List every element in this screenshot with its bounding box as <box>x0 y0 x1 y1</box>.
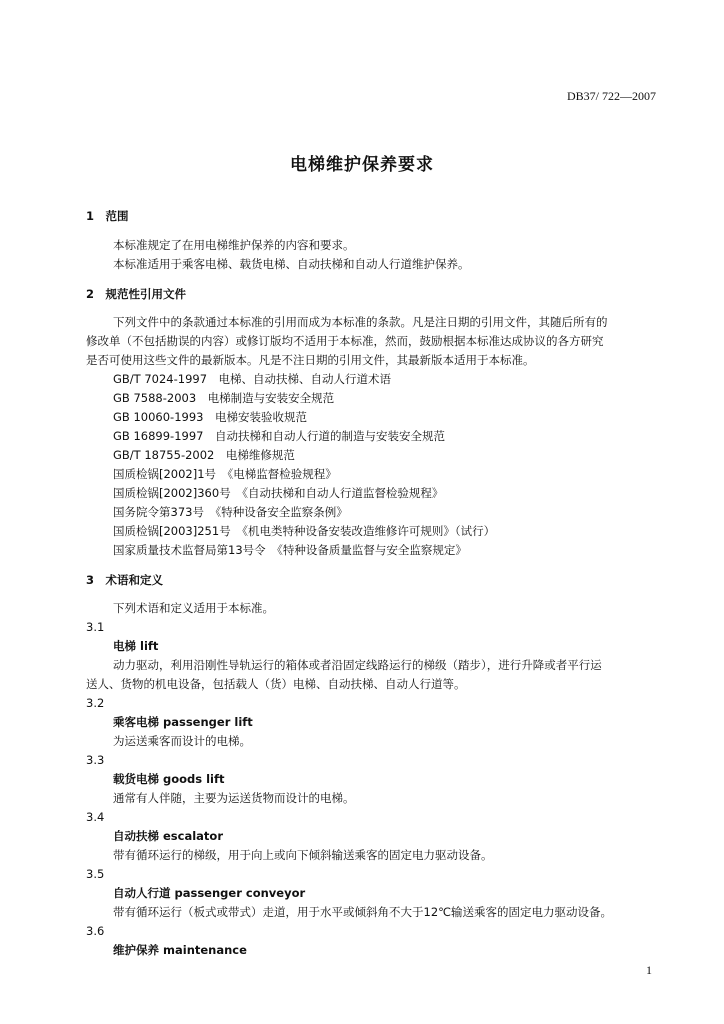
paragraph: 下列术语和定义适用于本标准。 <box>113 601 274 615</box>
paragraph: 是否可使用这些文件的最新版本。凡是不注日期的引用文件，其最新版本适用于本标准。 <box>86 353 535 367</box>
reference-item: GB 16899-1997 自动扶梯和自动人行道的制造与安装安全规范 <box>113 429 445 443</box>
term-definition: 送人、货物的机电设备，包括载人（货）电梯、自动扶梯、自动人行道等。 <box>86 677 466 691</box>
reference-item: 国务院令第373号 《特种设备安全监察条例》 <box>113 505 348 519</box>
paragraph: 下列文件中的条款通过本标准的引用而成为本标准的条款。凡是注日期的引用文件，其随后所有的 <box>113 315 608 329</box>
reference-item: 国质检锅[2003]251号 《机电类特种设备安装改造维修许可规则》（试行） <box>113 524 496 538</box>
term-definition: 带有循环运行的梯级，用于向上或向下倾斜输送乘客的固定电力驱动设备。 <box>113 848 493 862</box>
term-number: 3.1 <box>86 620 105 634</box>
term-name: 自动人行道 passenger conveyor <box>113 886 306 900</box>
term-number: 3.2 <box>86 696 105 710</box>
term-number: 3.5 <box>86 867 105 881</box>
page-title: 电梯维护保养要求 <box>290 155 434 175</box>
term-number: 3.6 <box>86 924 105 938</box>
term-number: 3.3 <box>86 753 105 767</box>
section-heading-normative-references: 2 规范性引用文件 <box>86 287 187 301</box>
section-heading-terms-definitions: 3 术语和定义 <box>86 573 164 587</box>
term-definition: 为运送乘客而设计的电梯。 <box>113 734 251 748</box>
term-definition: 带有循环运行（板式或带式）走道，用于水平或倾斜角不大于12℃输送乘客的固定电力驱动设备。 <box>113 905 613 919</box>
term-definition: 动力驱动，利用沿刚性导轨运行的箱体或者沿固定线路运行的梯级（踏步），进行升降或者平行运 <box>113 658 602 672</box>
reference-item: GB/T 18755-2002 电梯维修规范 <box>113 448 295 462</box>
reference-item: 国质检锅[2002]360号 《自动扶梯和自动人行道监督检验规程》 <box>113 486 444 500</box>
standard-code: DB37/ 722—2007 <box>566 89 656 103</box>
term-name: 自动扶梯 escalator <box>113 829 223 843</box>
term-name: 电梯 lift <box>113 639 159 653</box>
reference-item: GB 10060-1993 电梯安装验收规范 <box>113 410 307 424</box>
reference-item: GB 7588-2003 电梯制造与安装安全规范 <box>113 391 335 405</box>
page-number: 1 <box>646 963 652 977</box>
paragraph: 本标准规定了在用电梯维护保养的内容和要求。 <box>113 238 355 252</box>
term-name: 乘客电梯 passenger lift <box>113 715 253 729</box>
paragraph: 修改单（不包括勘误的内容）或修订版均不适用于本标准，然而，鼓励根据本标准达成协议的各方研究 <box>86 334 604 348</box>
section-heading-scope: 1 范围 <box>86 209 129 223</box>
reference-item: 国家质量技术监督局第13号令 《特种设备质量监督与安全监察规定》 <box>113 543 467 557</box>
term-name: 载货电梯 goods lift <box>113 772 225 786</box>
term-name: 维护保养 maintenance <box>113 943 247 957</box>
term-number: 3.4 <box>86 810 105 824</box>
term-definition: 通常有人伴随，主要为运送货物而设计的电梯。 <box>113 791 355 805</box>
reference-item: GB/T 7024-1997 电梯、自动扶梯、自动人行道术语 <box>113 372 392 386</box>
reference-item: 国质检锅[2002]1号 《电梯监督检验规程》 <box>113 467 337 481</box>
paragraph: 本标准适用于乘客电梯、载货电梯、自动扶梯和自动人行道维护保养。 <box>113 257 470 271</box>
